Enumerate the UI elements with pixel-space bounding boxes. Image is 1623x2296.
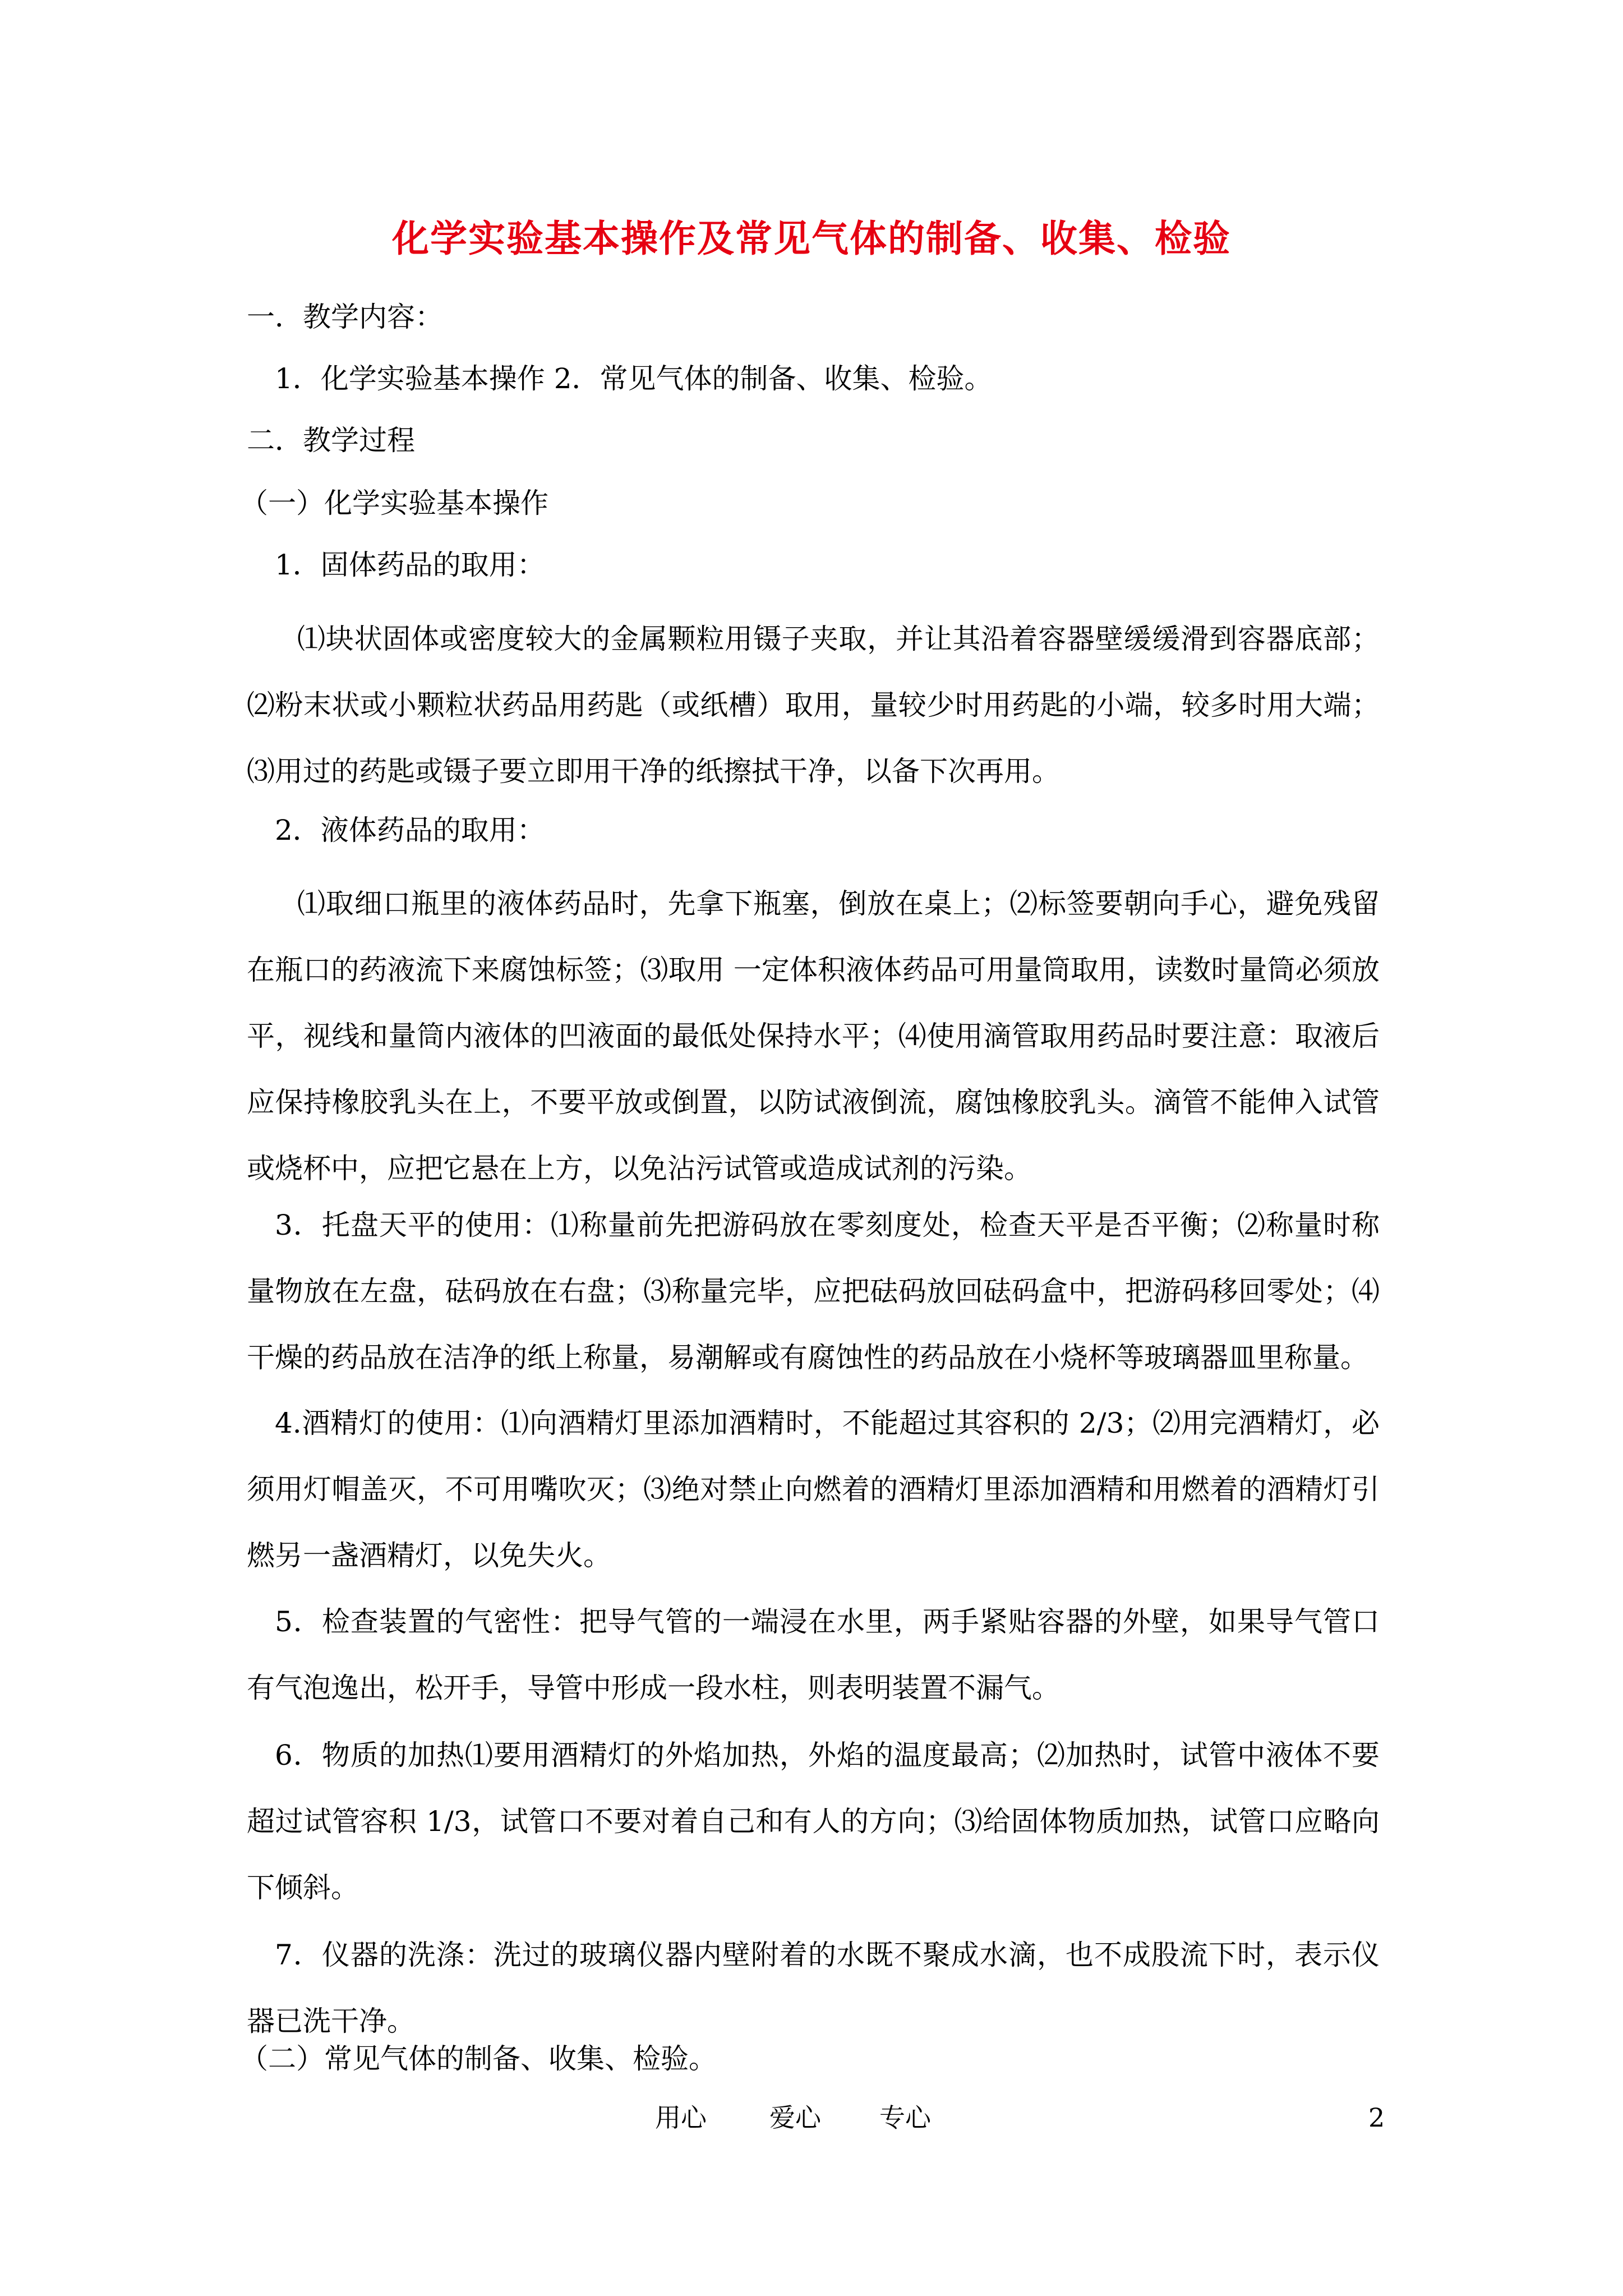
item-6-text: 6．物质的加热⑴要用酒精灯的外焰加热，外焰的温度最高；⑵加热时，试管中液体不要超过试管容积 1/3，试管口不要对着自己和有人的方向；⑶给固体物质加热，试管口应略向下倾斜。 xyxy=(247,1739,1380,1904)
document-title: 化学实验基本操作及常见气体的制备、收集、检验 xyxy=(392,217,1231,260)
item-2-text: ⑴取细口瓶里的液体药品时，先拿下瓶塞，倒放在桌上；⑵标签要朝向手心，避免残留在瓶口的药液流下来腐蚀标签；⑶取用 一定体积液体药品可用量筒取用，读数时量筒必须放平，视线和量筒内液体的凹液面的最低处保持水平；⑷使用滴管取用药品时要注意：取液后应保持橡胶乳头在上，不要平放或倒置，以防试液倒流，腐蚀橡胶乳头。滴管不能伸入试管或烧杯中，应把它悬在上方，以免沾污试管或造成试剂的污染。 xyxy=(247,887,1380,1185)
section-2-heading: 二．教学过程 xyxy=(247,424,415,457)
footer-motto-3: 专心 xyxy=(879,2102,931,2133)
item-4-text: 4.酒精灯的使用：⑴向酒精灯里添加酒精时，不能超过其容积的 2/3；⑵用完酒精灯，必须用灯帽盖灭，不可用嘴吹灭；⑶绝对禁止向燃着的酒精灯里添加酒精和用燃着的酒精灯引燃另一盏酒精灯，以免失火。 xyxy=(247,1407,1380,1572)
item-3-text: 3．托盘天平的使用：⑴称量前先把游码放在零刻度处，检查天平是否平衡；⑵称量时称量物放在左盘，砝码放在右盘；⑶称量完毕，应把砝码放回砝码盒中，把游码移回零处；⑷干燥的药品放在洁净的纸上称量，易潮解或有腐蚀性的药品放在小烧杯等玻璃器皿里称量。 xyxy=(247,1209,1380,1374)
item-1-text: ⑴块状固体或密度较大的金属颗粒用镊子夹取，并让其沿着容器壁缓缓滑到容器底部；⑵粉末状或小颗粒状药品用药匙（或纸槽）取用，量较少时用药匙的小端，较多时用大端；⑶用过的药匙或镊子要立即用干净的纸擦拭干净，以备下次再用。 xyxy=(247,623,1380,788)
subsection-1-heading: （一）化学实验基本操作 xyxy=(240,487,548,519)
item-1-heading: 1．固体药品的取用： xyxy=(275,549,545,581)
footer-motto-1: 用心 xyxy=(655,2102,707,2133)
subsection-2-heading: （二）常见气体的制备、收集、检验。 xyxy=(240,2042,717,2075)
item-5-text: 5．检查装置的气密性：把导气管的一端浸在水里，两手紧贴容器的外壁，如果导气管口有气泡逸出，松开手，导管中形成一段水柱，则表明装置不漏气。 xyxy=(247,1605,1380,1704)
section-1-heading: 一．教学内容： xyxy=(247,301,443,333)
item-2-heading: 2．液体药品的取用： xyxy=(275,814,545,846)
item-7-text: 7．仪器的洗涤：洗过的玻璃仪器内壁附着的水既不聚成水滴，也不成股流下时，表示仪器已洗干净。 xyxy=(247,1939,1380,2037)
footer-motto-2: 爱心 xyxy=(769,2102,821,2133)
section-1-content: 1．化学实验基本操作 2．常见气体的制备、收集、检验。 xyxy=(275,362,993,395)
page-number: 2 xyxy=(1368,2102,1385,2133)
